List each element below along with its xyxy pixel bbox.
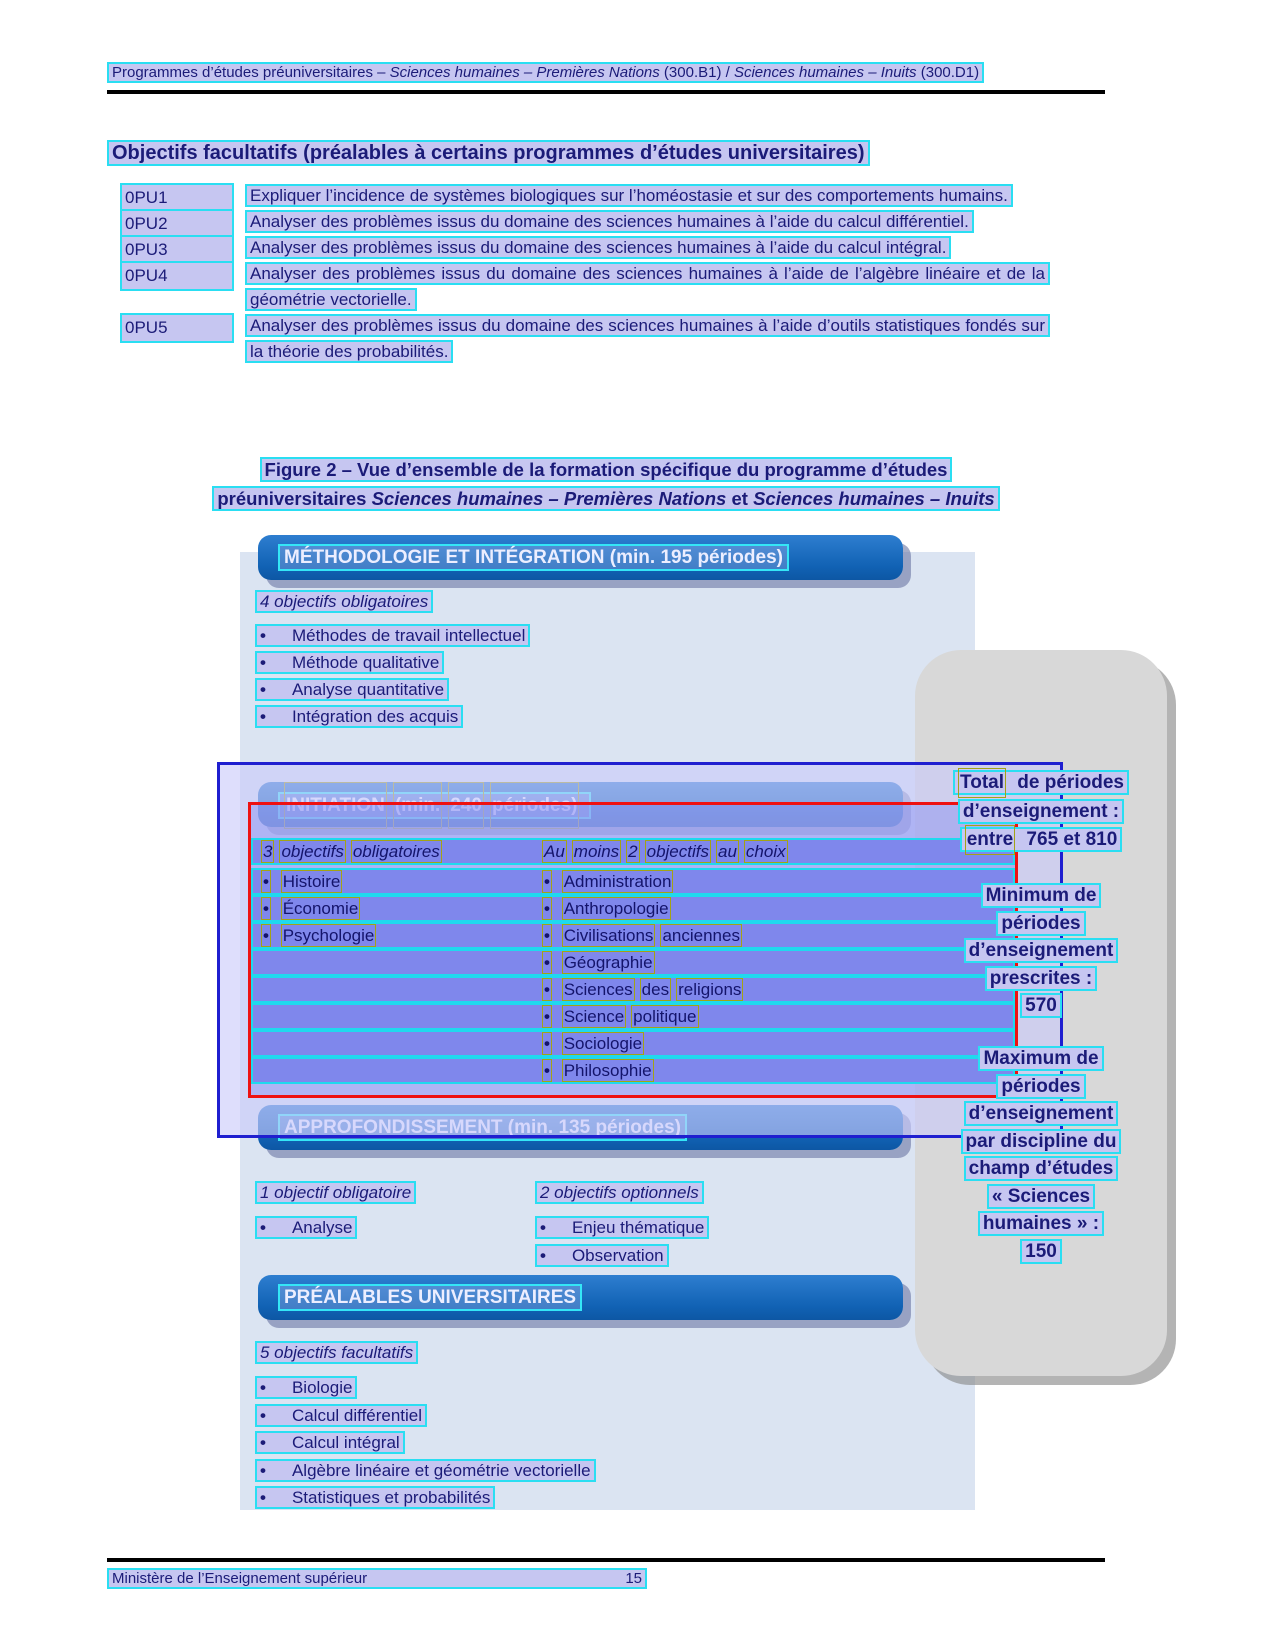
bullet-icon: •: [260, 707, 266, 726]
heading-text: Objectifs facultatifs (préalables à certains programmes d’études universitaires): [107, 140, 870, 166]
header-rule: [107, 90, 1105, 94]
bullet-icon: •: [544, 872, 550, 891]
approfondissement-labels-row: [255, 1181, 915, 1205]
opu-text: Analyser des problèmes issus du domaine des sciences humaines à l’aide de l’algèbre linéaire et de la géométrie vectorielle.: [245, 262, 1050, 311]
opu-text: Analyser des problèmes issus du domaine des sciences humaines à l’aide d’outils statistiques fondés sur la théorie des probabilités.: [245, 314, 1050, 363]
page-footer: [107, 1568, 647, 1589]
initiation-row: • Sciences des religions: [251, 976, 1015, 1003]
bar-prealables: [258, 1275, 903, 1320]
header-text: Programmes d’études préuniversitaires – Sciences humaines – Premières Nations (300.B1) / Sciences humaines – Inuits (300.D1): [107, 62, 984, 83]
word-entre: entre: [965, 825, 1015, 855]
bullet-icon: •: [260, 1406, 266, 1425]
bar-methodologie-title: MÉTHODOLOGIE ET INTÉGRATION (min. 195 périodes): [278, 544, 789, 571]
opu-item: [120, 209, 1050, 235]
bullet-icon: •: [544, 953, 550, 972]
bar-prealables-title: PRÉALABLES UNIVERSITAIRES: [278, 1284, 582, 1311]
bullet-icon: •: [540, 1246, 546, 1265]
bullet-icon: •: [544, 1061, 550, 1080]
initiation-right-label: Au moins 2 objectifs au choix: [544, 842, 786, 861]
list-item: • Calcul intégral: [255, 1431, 405, 1455]
opu-item: [120, 261, 1050, 313]
bullet-icon: •: [260, 1218, 266, 1237]
bullet-icon: •: [260, 626, 266, 645]
bullet-icon: •: [540, 1218, 546, 1237]
bullet-icon: •: [263, 872, 269, 891]
approfondissement-row: • Observation: [255, 1244, 915, 1268]
list-item: • Statistiques et probabilités: [255, 1486, 495, 1510]
bullet-icon: •: [260, 1461, 266, 1480]
bullet-icon: •: [260, 1488, 266, 1507]
bullet-icon: •: [260, 653, 266, 672]
bullet-icon: •: [260, 1378, 266, 1397]
initiation-row: • Économie • Anthropologie: [251, 895, 1015, 922]
opu-item: [120, 313, 1050, 365]
initiation-row: • Sociologie: [251, 1030, 1015, 1057]
opu-text: Expliquer l’incidence de systèmes biologiques sur l’homéostasie et sur des comportements humains.: [245, 184, 1013, 207]
totals-block-total: Total de périodes d’enseignement : entre 765 et 810: [930, 768, 1152, 855]
list-item: • Calcul différentiel: [255, 1404, 427, 1428]
list-item: • Algèbre linéaire et géométrie vectorielle: [255, 1459, 596, 1483]
figure-caption: [107, 455, 1105, 513]
bar-methodologie: [258, 535, 903, 580]
opu-text: Analyser des problèmes issus du domaine des sciences humaines à l’aide du calcul différentiel.: [245, 210, 974, 233]
bullet-icon: •: [544, 980, 550, 999]
bullet-icon: •: [544, 1007, 550, 1026]
initiation-left-label: 3 objectifs obligatoires: [263, 842, 440, 861]
opu-text: Analyser des problèmes issus du domaine des sciences humaines à l’aide du calcul intégral.: [245, 236, 951, 259]
bullet-icon: •: [544, 899, 550, 918]
bullet-icon: •: [544, 926, 550, 945]
bullet-icon: •: [260, 680, 266, 699]
list-item: • Intégration des acquis: [255, 705, 463, 729]
initiation-row: • Philosophie: [251, 1057, 1015, 1084]
opu-code: 0PU2: [120, 209, 234, 239]
opu-code: 0PU3: [120, 235, 234, 265]
approfondissement-row: • Analyse • Enjeu thématique: [255, 1216, 915, 1240]
figure-caption-line2: préuniversitaires Sciences humaines – Premières Nations et Sciences humaines – Inuits: [212, 486, 999, 511]
list-item: • Biologie: [255, 1376, 357, 1400]
opu-code: 0PU1: [120, 183, 234, 213]
opu-item: [120, 183, 1050, 209]
methodologie-subtitle: 4 objectifs obligatoires: [255, 590, 433, 614]
footer-rule: [107, 1558, 1105, 1562]
initiation-row: • Science politique: [251, 1003, 1015, 1030]
approfondissement-left-label: 1 objectif obligatoire: [255, 1181, 416, 1204]
opu-item: [120, 235, 1050, 261]
figure-2-diagram: [0, 530, 1275, 1540]
list-item: • Méthodes de travail intellectuel: [255, 624, 530, 648]
bullet-icon: •: [544, 1034, 550, 1053]
list-item: • Méthode qualitative: [255, 651, 444, 675]
opu-list: [120, 183, 1050, 365]
footer-text: Ministère de l’Enseignement supérieur: [112, 1570, 368, 1587]
initiation-row: • Géographie: [251, 949, 1015, 976]
approfondissement-right-label: 2 objectifs optionnels: [535, 1181, 704, 1204]
initiation-row: • Histoire • Administration: [251, 868, 1015, 895]
prealables-subtitle: 5 objectifs facultatifs: [255, 1341, 418, 1365]
bullet-icon: •: [263, 926, 269, 945]
page-header: [107, 64, 1147, 81]
bullet-icon: •: [263, 899, 269, 918]
page-number: 15: [625, 1570, 642, 1587]
opu-code: 0PU5: [120, 313, 234, 343]
totals-block-minimum: Minimum de périodes d’enseignement prescrites : 570: [930, 882, 1152, 1020]
totals-block-maximum: Maximum de périodes d’enseignement par discipline du champ d’études « Sciences humaines » : 150: [930, 1045, 1152, 1265]
initiation-labels-row: [251, 838, 1015, 865]
bullet-icon: •: [260, 1433, 266, 1452]
heading-optional-objectives: [107, 142, 870, 165]
initiation-row: • Psychologie • Civilisations anciennes: [251, 922, 1015, 949]
opu-code: 0PU4: [120, 261, 234, 291]
list-item: • Analyse quantitative: [255, 678, 449, 702]
figure-caption-line1: Figure 2 – Vue d’ensemble de la formation spécifique du programme d’études: [260, 457, 953, 482]
word-total: Total: [958, 768, 1006, 798]
